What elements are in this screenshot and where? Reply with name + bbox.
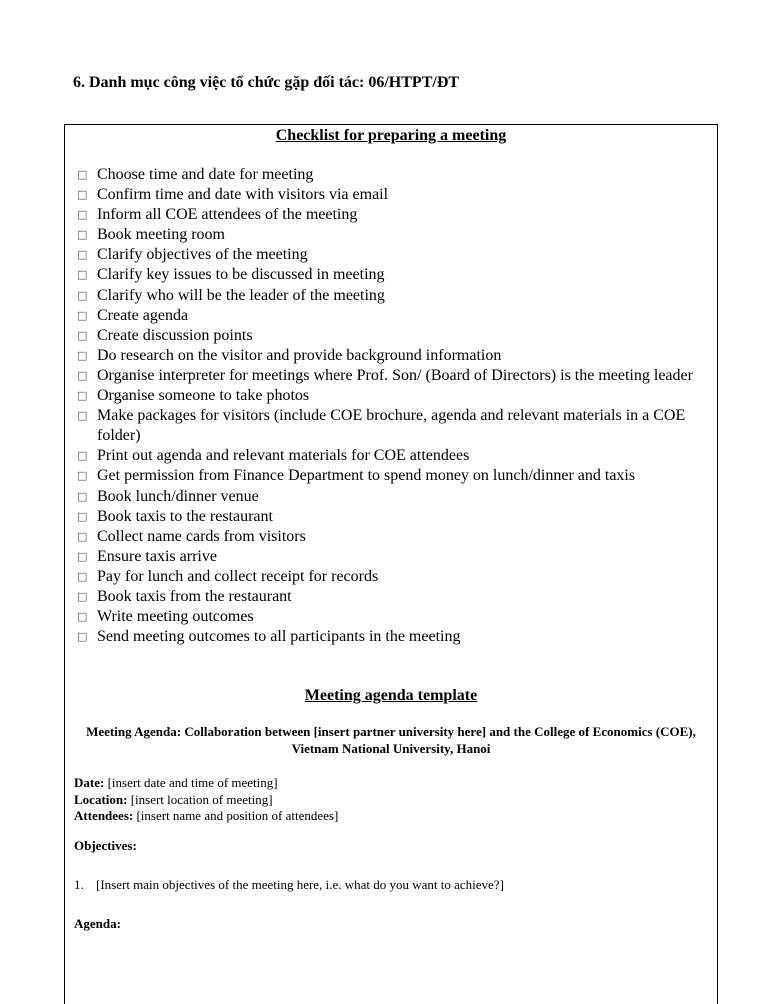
checkbox-icon: □ — [77, 188, 88, 202]
checklist-item-text: Create agenda — [97, 306, 189, 324]
checklist-item-text: Get permission from Finance Department to spend money on lunch/dinner and taxis — [97, 467, 636, 485]
checklist-item — [77, 527, 717, 547]
checklist-item-text: Confirm time and date with visitors via email — [97, 186, 389, 204]
checklist-item-text: Clarify who will be the leader of the meeting — [97, 286, 385, 304]
checkbox-icon: □ — [77, 168, 88, 181]
agenda-title: Meeting Agenda: Collaboration between [insert partner university here] and the College of Economics (COE), Vietnam National University, Hanoi — [86, 724, 696, 756]
objective-number: 1. — [74, 877, 84, 892]
checklist-item-text: Choose time and date for meeting — [97, 166, 314, 183]
objectives-label: Objectives: — [74, 838, 137, 853]
objective-item — [74, 877, 504, 893]
checkbox-icon: □ — [77, 489, 88, 503]
checklist-item-text: Inform all COE attendees of the meeting — [97, 206, 358, 224]
checkbox-icon: □ — [77, 449, 88, 463]
date-line — [74, 775, 338, 792]
attendees-label: Attendees: — [74, 808, 134, 823]
checkbox-icon: □ — [77, 409, 88, 423]
checklist-item-text: Do research on the visitor and provide background information — [97, 346, 502, 364]
attendees-value: [insert name and position of attendees] — [133, 808, 339, 823]
checkbox-icon: □ — [77, 328, 88, 342]
checklist-item-text: Book taxis to the restaurant — [97, 507, 273, 525]
checklist-item-text: Collect name cards from visitors — [97, 527, 306, 545]
checkbox-icon: □ — [77, 308, 88, 322]
checklist-item — [77, 446, 717, 466]
location-line — [74, 792, 338, 809]
checklist-item — [77, 185, 717, 205]
checkbox-icon: □ — [77, 208, 88, 222]
attendees-line — [74, 808, 338, 825]
checklist-item — [77, 205, 717, 225]
checklist-item-text: Make packages for visitors (include COE brochure, agenda and relevant materials in a COE folder) — [97, 407, 686, 445]
checklist-item — [77, 607, 717, 627]
date-value: [insert date and time of meeting] — [104, 775, 278, 790]
checkbox-icon: □ — [77, 348, 88, 362]
checklist-item — [77, 326, 717, 346]
checklist-item-text: Book meeting room — [97, 226, 225, 244]
meeting-details — [74, 775, 338, 825]
checkbox-icon: □ — [77, 268, 88, 282]
date-label: Date: — [74, 775, 105, 790]
checklist-item — [77, 627, 717, 647]
checklist-item — [77, 245, 717, 265]
checklist-item — [77, 346, 717, 366]
checkbox-icon: □ — [77, 549, 88, 563]
checklist-item-text: Ensure taxis arrive — [97, 547, 217, 565]
location-label: Location: — [74, 791, 128, 807]
checklist-item — [77, 165, 717, 185]
checklist-item-text: Book taxis from the restaurant — [97, 587, 292, 605]
checkbox-icon: □ — [77, 589, 88, 603]
checkbox-icon: □ — [77, 509, 88, 523]
objective-text: [Insert main objectives of the meeting here, i.e. what do you want to achieve?] — [96, 877, 504, 892]
checklist-item-text: Organise interpreter for meetings where Prof. Son/ (Board of Directors) is the meeting leader — [97, 366, 693, 384]
checklist-item — [77, 466, 717, 486]
checkbox-icon: □ — [77, 368, 88, 382]
checkbox-icon: □ — [77, 469, 88, 483]
checklist-item-text: Clarify key issues to be discussed in meeting — [97, 266, 385, 284]
checklist-item-text: Pay for lunch and collect receipt for records — [97, 567, 379, 585]
checkbox-icon: □ — [77, 389, 88, 403]
checklist-item — [77, 547, 717, 567]
checklist-item — [77, 225, 717, 245]
checklist-item-text: Create discussion points — [97, 326, 253, 344]
checklist-item-text: Clarify objectives of the meeting — [97, 246, 308, 264]
checklist-item — [77, 366, 717, 386]
checkbox-icon: □ — [77, 288, 88, 302]
checkbox-icon: □ — [77, 569, 88, 583]
checklist-title: Checklist for preparing a meeting — [275, 127, 507, 144]
checklist-item — [77, 567, 717, 587]
checkbox-icon: □ — [77, 228, 88, 242]
checklist-box — [64, 124, 718, 1004]
checklist-item-text: Write meeting outcomes — [97, 608, 254, 626]
checklist-item — [77, 286, 717, 306]
checklist-item-text: Book lunch/dinner venue — [97, 487, 259, 505]
checklist-item — [77, 406, 717, 446]
checklist-item-text: Organise someone to take photos — [97, 387, 310, 405]
checklist-item-text: Send meeting outcomes to all participants in the meeting — [97, 628, 461, 646]
agenda-label: Agenda: — [74, 916, 121, 931]
checklist-item-text: Print out agenda and relevant materials for COE attendees — [97, 447, 470, 465]
checklist — [77, 165, 717, 647]
checkbox-icon: □ — [77, 529, 88, 543]
checklist-item — [77, 587, 717, 607]
checklist-item — [77, 507, 717, 527]
checkbox-icon: □ — [77, 610, 88, 624]
checklist-item — [77, 265, 717, 285]
page-heading: 6. Danh mục công việc tổ chức gặp đối tác: 06/HTPT/ĐT — [73, 74, 460, 91]
agenda-section-title: Meeting agenda template — [304, 687, 478, 704]
checklist-item — [77, 386, 717, 406]
location-value: [insert location of meeting] — [127, 791, 273, 807]
checkbox-icon: □ — [77, 248, 88, 262]
checklist-item — [77, 306, 717, 326]
checklist-item — [77, 487, 717, 507]
checkbox-icon: □ — [77, 630, 88, 644]
